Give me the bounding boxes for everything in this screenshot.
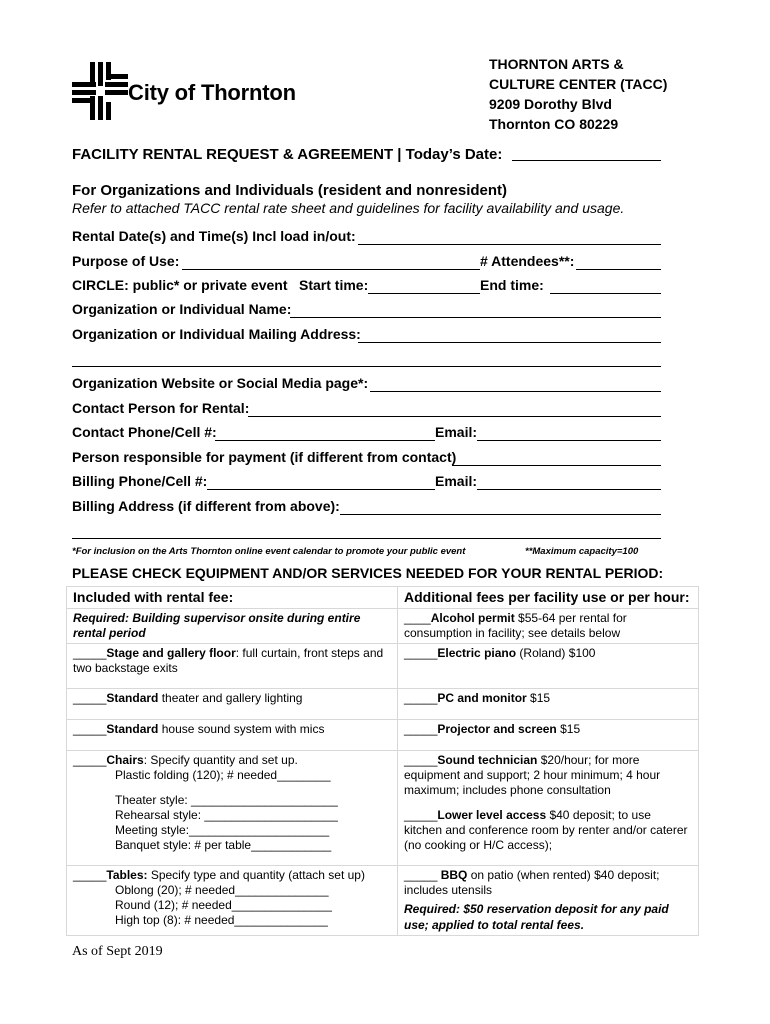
sound-tech-checkbox[interactable]: _____ <box>404 753 438 767</box>
oblong-tables-field[interactable]: Oblong (20); # needed______________ <box>115 883 329 897</box>
payment-person-label: Person responsible for payment (if different from contact) <box>72 449 457 465</box>
logo-text: City of Thornton <box>128 80 296 105</box>
tables-detail: Specify type and quantity (attach set up) <box>147 868 365 882</box>
attendees-field[interactable] <box>576 269 661 270</box>
billing-email-label: Email: <box>435 473 478 489</box>
chairs-label: Chairs <box>106 753 144 767</box>
table-row <box>67 689 699 720</box>
alcohol-permit-label: Alcohol permit <box>430 611 515 625</box>
address-line: CULTURE CENTER (TACC) <box>489 76 668 92</box>
org-address-row <box>72 326 662 346</box>
projector-checkbox[interactable]: _____ <box>404 722 438 736</box>
sound-tech-label: Sound technician <box>437 753 538 767</box>
attendees-label: # Attendees**: <box>480 253 575 269</box>
purpose-field[interactable] <box>182 269 480 270</box>
bbq-label: BBQ <box>440 868 468 882</box>
end-time-field[interactable] <box>550 293 661 294</box>
projector-label: Projector and screen <box>437 722 557 736</box>
address-line: THORNTON ARTS & <box>489 56 624 72</box>
table-row <box>67 720 699 751</box>
website-field[interactable] <box>370 391 661 392</box>
email-label: Email: <box>435 424 478 440</box>
high-top-tables-field[interactable]: High top (8): # needed______________ <box>115 913 328 927</box>
event-type-row <box>72 277 662 297</box>
stage-floor-checkbox[interactable]: _____ <box>73 646 107 660</box>
email-field[interactable] <box>477 440 661 441</box>
website-row <box>72 375 662 395</box>
sound-tech-detail: $20/hour; for more equipment and support; 2 hour minimum; 4 hour maximum; includes phone consultation <box>404 753 661 797</box>
rehearsal-style-field[interactable]: Rehearsal style: ____________________ <box>115 808 338 822</box>
todays-date-field[interactable] <box>512 160 661 161</box>
equipment-heading: PLEASE CHECK EQUIPMENT AND/OR SERVICES NEEDED FOR YOUR RENTAL PERIOD: <box>72 565 664 581</box>
banquet-style-field[interactable]: Banquet style: # per table____________ <box>115 838 332 852</box>
meeting-style-field[interactable]: Meeting style:_____________________ <box>115 823 330 837</box>
lower-level-checkbox[interactable]: _____ <box>404 808 438 822</box>
calendar-note: *For inclusion on the Arts Thornton online event calendar to promote your public event <box>72 546 466 557</box>
billing-address-field[interactable] <box>340 514 661 515</box>
sound-system-label: Standard <box>106 722 159 736</box>
billing-phone-row <box>72 473 662 493</box>
electric-piano-checkbox[interactable]: _____ <box>404 646 438 660</box>
subheading: For Organizations and Individuals (resident and nonresident) <box>72 182 508 199</box>
address-line: Thornton CO 80229 <box>489 116 619 132</box>
pc-monitor-label: PC and monitor <box>437 691 527 705</box>
lower-level-detail: $40 deposit; to use kitchen and conference room by renter and/or caterer (no cooking or H/C access); <box>404 808 688 852</box>
electric-piano-label: Electric piano <box>437 646 517 660</box>
alcohol-permit-checkbox[interactable]: ____ <box>404 611 431 625</box>
org-address-field[interactable] <box>358 342 661 343</box>
contact-person-label: Contact Person for Rental: <box>72 400 250 416</box>
lighting-checkbox[interactable]: _____ <box>73 691 107 705</box>
form-title-text: FACILITY RENTAL REQUEST & AGREEMENT | Today’s Date: <box>72 146 503 163</box>
alcohol-permit-detail: $55-64 per rental for consumption in facility; see details below <box>404 611 627 640</box>
tables-label: Tables: <box>106 868 148 882</box>
start-time-field[interactable] <box>368 293 480 294</box>
round-tables-field[interactable]: Round (12); # needed_______________ <box>115 898 332 912</box>
plastic-folding-field[interactable]: Plastic folding (120); # needed________ <box>115 768 331 782</box>
reservation-deposit-note: Required: $50 reservation deposit for any paid use; applied to total rental fees. <box>404 902 669 932</box>
electric-piano-detail: (Roland) $100 <box>516 646 596 660</box>
stage-floor-label: Stage and gallery floor <box>106 646 236 660</box>
address-line: 9209 Dorothy Blvd <box>489 96 612 112</box>
sound-system-checkbox[interactable]: _____ <box>73 722 107 736</box>
circle-public-private[interactable]: CIRCLE: public* or private event <box>72 277 288 293</box>
billing-phone-label: Billing Phone/Cell #: <box>72 473 208 489</box>
tables-checkbox[interactable]: _____ <box>73 868 107 882</box>
billing-address-field-line2[interactable] <box>72 538 661 539</box>
pc-monitor-checkbox[interactable]: _____ <box>404 691 438 705</box>
start-time-label: Start time: <box>299 277 369 293</box>
org-name-row <box>72 301 662 321</box>
org-name-field[interactable] <box>290 317 661 318</box>
rental-dates-label: Rental Date(s) and Time(s) Incl load in/out: <box>72 228 356 244</box>
included-header: Included with rental fee: <box>67 587 398 609</box>
pc-monitor-detail: $15 <box>526 691 551 705</box>
billing-phone-field[interactable] <box>207 489 435 490</box>
contact-phone-label: Contact Phone/Cell #: <box>72 424 217 440</box>
org-address-label: Organization or Individual Mailing Address: <box>72 326 361 342</box>
theater-style-field[interactable]: Theater style: ______________________ <box>115 793 338 807</box>
chairs-checkbox[interactable]: _____ <box>73 753 107 767</box>
stage-floor-detail: : full curtain, front steps and two backstage exits <box>73 646 384 675</box>
revision-date: As of Sept 2019 <box>72 944 163 959</box>
address-block <box>489 54 667 134</box>
table-row <box>67 751 699 866</box>
table-row <box>67 644 699 689</box>
chairs-detail: : Specify quantity and set up. <box>143 753 298 767</box>
contact-phone-row <box>72 424 662 444</box>
lower-level-label: Lower level access <box>437 808 547 822</box>
billing-address-row <box>72 498 662 518</box>
end-time-label: End time: <box>480 277 544 293</box>
capacity-note: **Maximum capacity=100 <box>525 546 639 557</box>
sound-system-detail: house sound system with mics <box>158 722 325 736</box>
payment-person-field[interactable] <box>452 465 661 466</box>
bbq-detail: on patio (when rented) $40 deposit; includes utensils <box>404 868 660 897</box>
rental-dates-row <box>72 228 662 248</box>
projector-detail: $15 <box>556 722 581 736</box>
form-title <box>72 146 502 163</box>
purpose-label: Purpose of Use: <box>72 253 180 269</box>
contact-person-field[interactable] <box>248 416 661 417</box>
contact-phone-field[interactable] <box>215 440 435 441</box>
purpose-row <box>72 253 662 273</box>
table-row <box>67 866 699 936</box>
equipment-table <box>66 586 699 936</box>
city-of-thornton-emblem-icon <box>72 60 128 122</box>
lighting-detail: theater and gallery lighting <box>158 691 303 705</box>
org-address-field-line2[interactable] <box>72 366 661 367</box>
required-supervisor-note: Required: Building supervisor onsite during entire rental period <box>73 611 361 640</box>
org-name-label: Organization or Individual Name: <box>72 301 292 317</box>
contact-person-row <box>72 400 662 420</box>
billing-email-field[interactable] <box>477 489 661 490</box>
lighting-label: Standard <box>106 691 159 705</box>
billing-address-label: Billing Address (if different from above): <box>72 498 340 514</box>
bbq-checkbox[interactable]: _____ <box>404 868 441 882</box>
subnote: Refer to attached TACC rental rate sheet and guidelines for facility availability and usage. <box>72 200 625 216</box>
additional-header: Additional fees per facility use or per hour: <box>398 587 699 609</box>
rental-dates-field[interactable] <box>358 244 661 245</box>
table-row <box>67 609 699 644</box>
table-header-row <box>67 587 699 609</box>
payment-person-row <box>72 449 662 469</box>
website-label: Organization Website or Social Media page*: <box>72 375 369 391</box>
